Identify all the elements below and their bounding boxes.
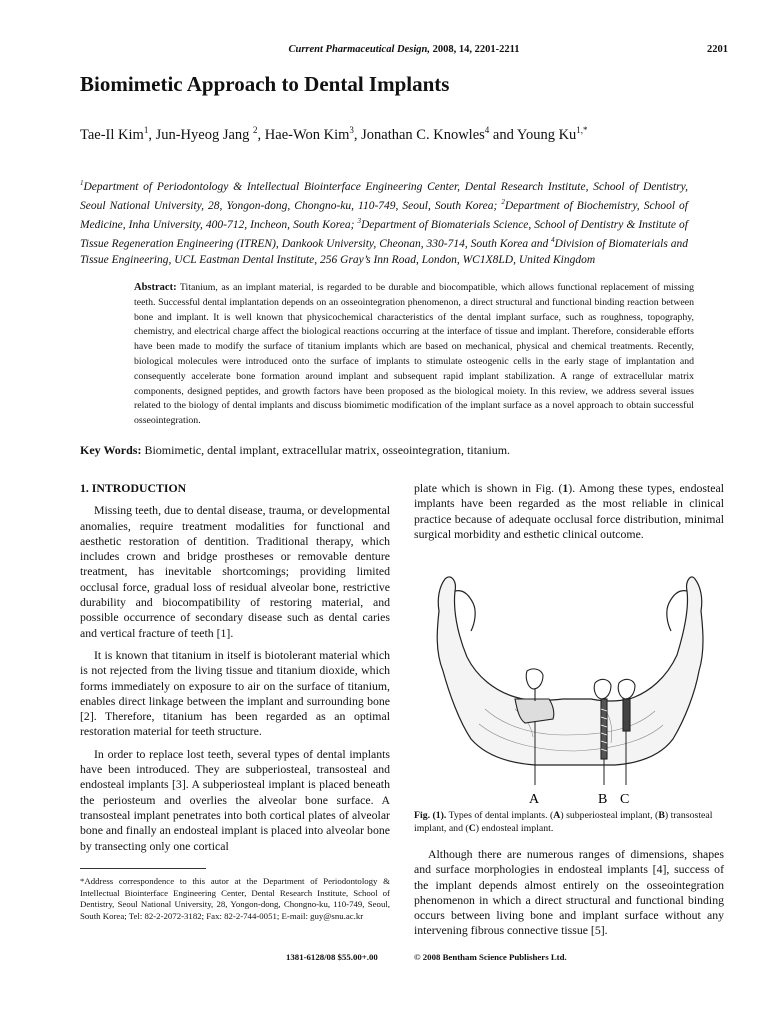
affiliation-text: Department of Biochemistry, School of Medicine, Inha University, 400-712, Incheon, South Korea; <box>80 199 688 232</box>
footnote-rule <box>80 868 206 869</box>
author-list <box>80 125 588 144</box>
left-column <box>80 481 390 861</box>
implant-a <box>515 669 554 723</box>
affiliation-mark: 3 <box>357 217 361 226</box>
caption-text: ) endosteal implant. <box>475 823 554 835</box>
mandible-outline <box>437 577 703 765</box>
coronoid-right <box>667 591 687 631</box>
figure-label-b: B <box>598 792 608 807</box>
affiliations <box>80 176 688 268</box>
figure-label-a: A <box>529 792 540 807</box>
caption-text: ) subperiosteal implant, ( <box>560 810 659 821</box>
mandible-illustration <box>437 577 703 765</box>
author-name: , Jonathan C. Knowles <box>353 126 485 143</box>
author-name: Tae-Il Kim <box>80 126 144 143</box>
body-paragraph: In order to replace lost teeth, several types of dental implants have been introduced. They are subperiosteal, transosteal and endosteal implants [3]. A subperiosteal implant is placed beneath the periosteum and overlies the alveolar bone surface. A transosteal implant penetrates into both cortical plates of alveolar bone and finally an endosteal implant is placed into alveolar bone by transecting only one cortical <box>80 746 390 853</box>
author-affiliation-mark: 1 <box>143 125 149 135</box>
keywords <box>80 443 510 458</box>
implant-c-body <box>623 699 630 731</box>
body-paragraph: Although there are numerous ranges of dimensions, shapes and surface morphologies in endosteal implants [4], success of the implant depends almost entirely on the osseointegration phenomenon in which a direct structural and functional binding occurs between living bone and implant surface without any intervening fibrous connective tissue [5]. <box>414 847 724 938</box>
implant-a-crown <box>526 669 543 689</box>
page-number: 2201 <box>707 44 728 55</box>
journal-name: Current Pharmaceutical Design, <box>288 44 430 55</box>
paragraph-text: ). Among these types, endosteal implants have been regarded as the most reliable in clinical practice because of adequate occlusal force distribution, minimal surgical morbidity and esthetic clinical outcome. <box>414 481 724 541</box>
abstract-text: Titanium, as an implant material, is regarded to be durable and biocompatible, which allows functional replacement of missing teeth. Successful dental implantation depends on an osseointegration phenomenon, a direct structural and functional binding reaction between bone and implant. It is well known that physicochemical characteristics of the dental implant surface, such as roughness, topography, chemistry, and electrical charge affect the biological reactions occurring at the interface of tissue and implant. Therefore, considerable efforts have been made to modify the surface of titanium implants which are based on mechanical, physical and chemical treatments. Recently, biological molecules were introduced onto the surface of implants to stimulate osteogenic cells in the early stage of implantation and consequently accelerate bone formation around implant and subsequent rapid implant stabilization. A range of extracellular matrix components, designed peptides, and growth factors have been proposed as the biological moiety. In this review, we address several issues related to the biology of dental implants and discuss biomimetic modification of the implant surface as a novel approach to obtain successful osseointegration. <box>134 282 694 427</box>
author-name: and Young Ku <box>489 126 577 143</box>
copyright: © 2008 Bentham Science Publishers Ltd. <box>414 952 567 962</box>
correspondence-footnote: *Address correspondence to this autor at the Department of Periodontology & Intellectual Biointerface Engineering Center, Dental Research Institute, School of Dentistry, Seoul National University, 28, Yongon-dong, Chongno-ku, 110-749, Seoul, South Korea; Tel: 82-2-2072-3182; Fax: 82-2-744-0051; E-mail: guy@snu.ac.kr <box>80 876 390 921</box>
abstract <box>134 281 694 429</box>
author-name: , Hae-Won Kim <box>257 126 350 143</box>
affiliation-mark: 2 <box>501 198 505 207</box>
issn-price: 1381-6128/08 $55.00+.00 <box>286 952 378 962</box>
affiliation-text: Division of Biomaterials and Tissue Engineering, UCL Eastman Dental Institute, 256 Gray’s Inn Road, London, WC1X8LD, United Kingdom <box>80 238 688 266</box>
figure-caption <box>414 809 724 835</box>
implant-c-crown <box>618 679 635 699</box>
caption-text: ) transosteal implant, and ( <box>414 810 713 835</box>
affiliation-text: Department of Biomaterials Science, School of Dentistry & Institute of Tissue Regeneration Engineering (ITREN), Dankook University, Cheonan, 330-714, South Korea and <box>80 219 688 251</box>
body-paragraph <box>414 481 724 542</box>
body-paragraph: Missing teeth, due to dental disease, trauma, or developmental anomalies, require treatment modalities for functional and aesthetic restoration of dentition. Traditional therapy, which includes crown and bridge prostheses or removable denture treatment, has inevitable shortcomings; providing limited occlusal force, gradual loss of residual alveolar bone, restrictive durability and biocompatibility of restoring material, and possible occurrence of secondary disease such as dental caries and vertical fracture of teeth [1]. <box>80 503 390 640</box>
figure-label-c: C <box>620 792 630 807</box>
right-column-top <box>414 481 724 549</box>
mandible-implant-figure <box>415 559 725 809</box>
coronoid-left <box>455 591 475 631</box>
keywords-text: Biomimetic, dental implant, extracellular matrix, osseointegration, titanium. <box>141 443 511 457</box>
caption-key: A <box>553 810 561 821</box>
caption-key: B <box>658 810 665 821</box>
paragraph-text: plate which is shown in Fig. ( <box>414 481 563 495</box>
section-heading: 1. INTRODUCTION <box>80 481 187 495</box>
author-affiliation-mark: 3 <box>349 125 354 135</box>
caption-label: Fig. (1). <box>414 810 447 821</box>
journal-citation <box>80 44 728 55</box>
running-header <box>80 44 728 60</box>
author-affiliation-mark: 1,* <box>576 125 588 135</box>
affiliation-mark: 1 <box>80 179 84 187</box>
author-affiliation-mark: 4 <box>484 125 490 135</box>
abstract-label: Abstract: <box>134 282 177 293</box>
caption-key: C <box>468 823 476 835</box>
keywords-label: Key Words: <box>80 443 142 457</box>
author-affiliation-mark: 2 <box>253 125 258 135</box>
implant-b-crown <box>594 679 611 699</box>
citation-detail: 2008, 14, 2201-2211 <box>432 44 520 55</box>
caption-text: Types of dental implants. ( <box>446 810 554 821</box>
body-paragraph: It is known that titanium in itself is biotolerant material which is not rejected from the living tissue and titanium dioxide, which forms immediately on exposure to air on the surface of titanium, enables direct linkage between the implant and surrounding bone [2]. Therefore, titanium has been regarded as an optimal restoration material for teeth structure. <box>80 647 390 739</box>
right-column-bottom <box>414 847 724 946</box>
figure-reference: 1 <box>562 481 569 495</box>
affiliation-text: Department of Periodontology & Intellectual Biointerface Engineering Center, Dental Research Institute, School of Dentistry, Seoul National University, 28, Yongon-dong, Chongno-ku, 110-749, Seoul, South Korea; <box>80 180 688 212</box>
author-name: , Jun-Hyeog Jang <box>148 126 254 143</box>
affiliation-mark: 4 <box>551 236 555 245</box>
paper-title: Biomimetic Approach to Dental Implants <box>80 72 450 96</box>
